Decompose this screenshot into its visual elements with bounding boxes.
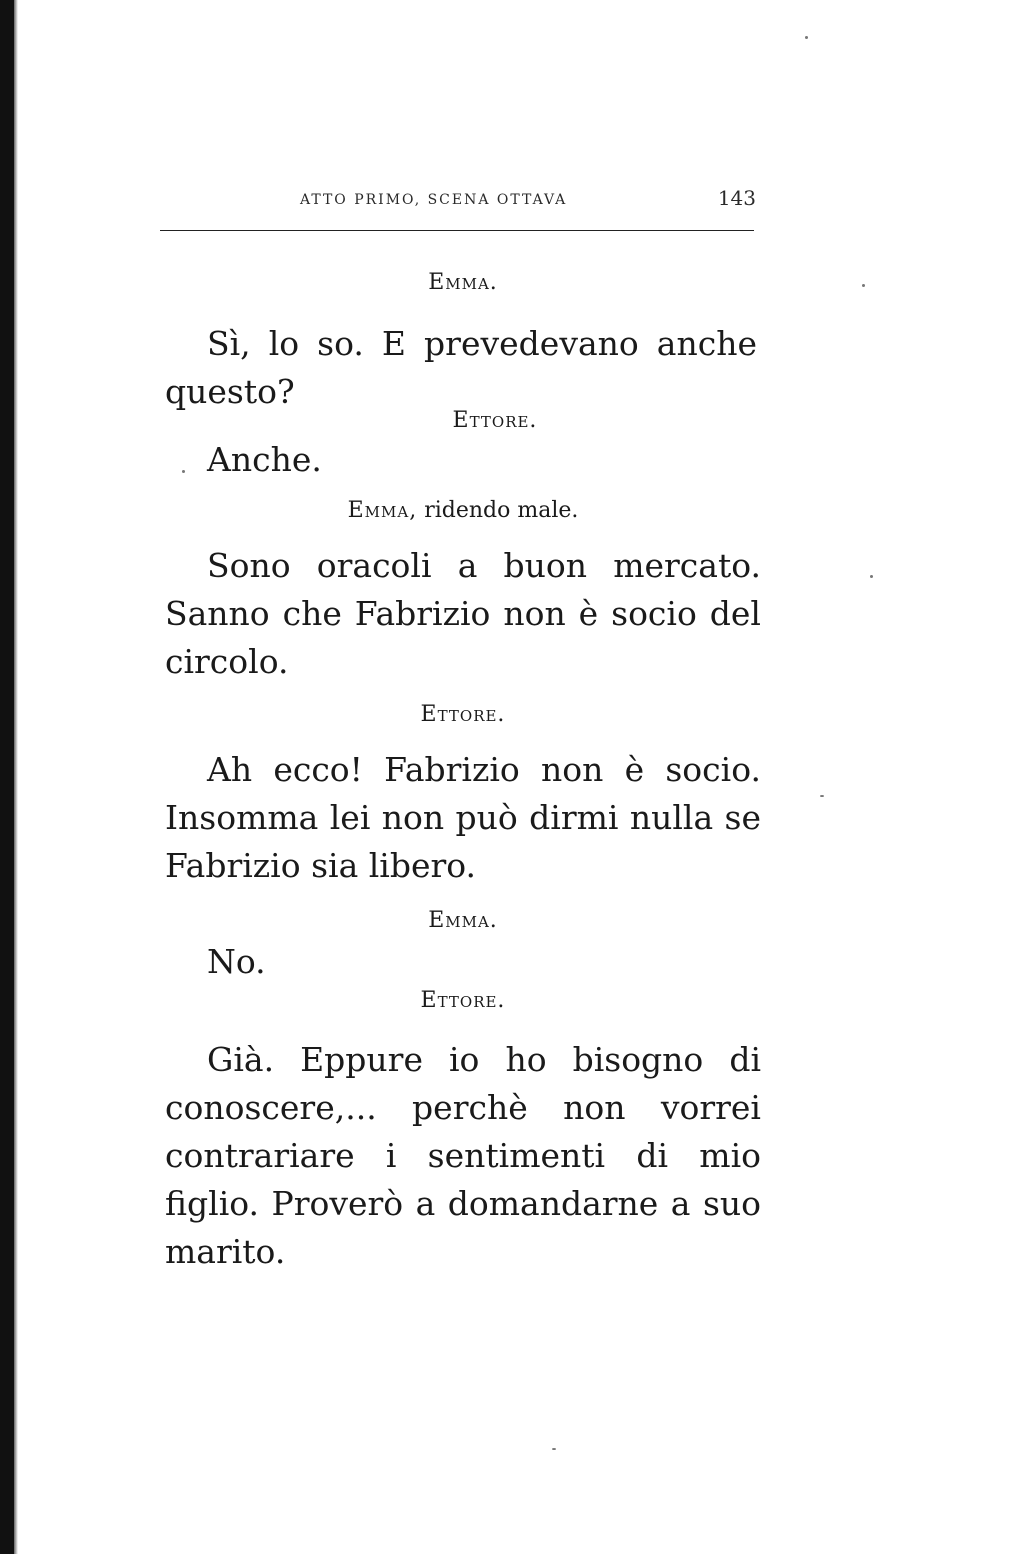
- scan-speck: [552, 1448, 556, 1450]
- speaker-name: Ettore.: [420, 702, 506, 727]
- scan-speck: [182, 470, 185, 473]
- dialogue-line: Già. Eppure io ho bisogno di conoscere,... perchè non vorrei contrariare i sentimenti di mio figlio. Proverò a domandarne a suo marito.: [165, 1040, 761, 1271]
- dialogue-block: [165, 410, 761, 484]
- dialogue-line: Ah ecco! Fabrizio non è socio. Insomma lei non può dirmi nulla se Fabrizio sia libero.: [165, 750, 761, 885]
- scan-speck: [820, 795, 824, 797]
- page-body: [165, 272, 761, 1276]
- page-binding-edge: [0, 0, 14, 1554]
- dialogue-block: [165, 500, 761, 686]
- speaker-name: Ettore.: [452, 408, 538, 433]
- dialogue-line: Anche.: [207, 440, 322, 479]
- scan-speck: [805, 36, 808, 39]
- page-number: 143: [717, 186, 756, 210]
- page-binding-shadow: [14, 0, 18, 1554]
- dialogue-block: [165, 910, 761, 986]
- speaker-name: Emma,: [347, 498, 418, 523]
- speaker-name: Emma.: [428, 908, 498, 933]
- dialogue-block: [165, 990, 761, 1276]
- dialogue-block: [165, 272, 761, 416]
- stage-direction: ridendo male.: [417, 498, 579, 523]
- dialogue-block: [165, 704, 761, 890]
- speaker-stage-direction: [165, 500, 761, 522]
- page-header: [160, 184, 756, 218]
- scan-speck: [862, 284, 865, 287]
- running-head: ATTO PRIMO, SCENA OTTAVA: [300, 192, 568, 208]
- dialogue-line: No.: [207, 942, 266, 981]
- speaker-name: Emma.: [428, 270, 498, 295]
- header-rule: [160, 230, 754, 231]
- dialogue-line: Sono oracoli a buon mercato. Sanno che Fabrizio non è socio del circolo.: [165, 546, 761, 681]
- speaker-name: Ettore.: [420, 988, 506, 1013]
- scan-speck: [870, 575, 873, 578]
- dialogue-line: Sì, lo so. E prevedevano anche questo?: [165, 324, 757, 411]
